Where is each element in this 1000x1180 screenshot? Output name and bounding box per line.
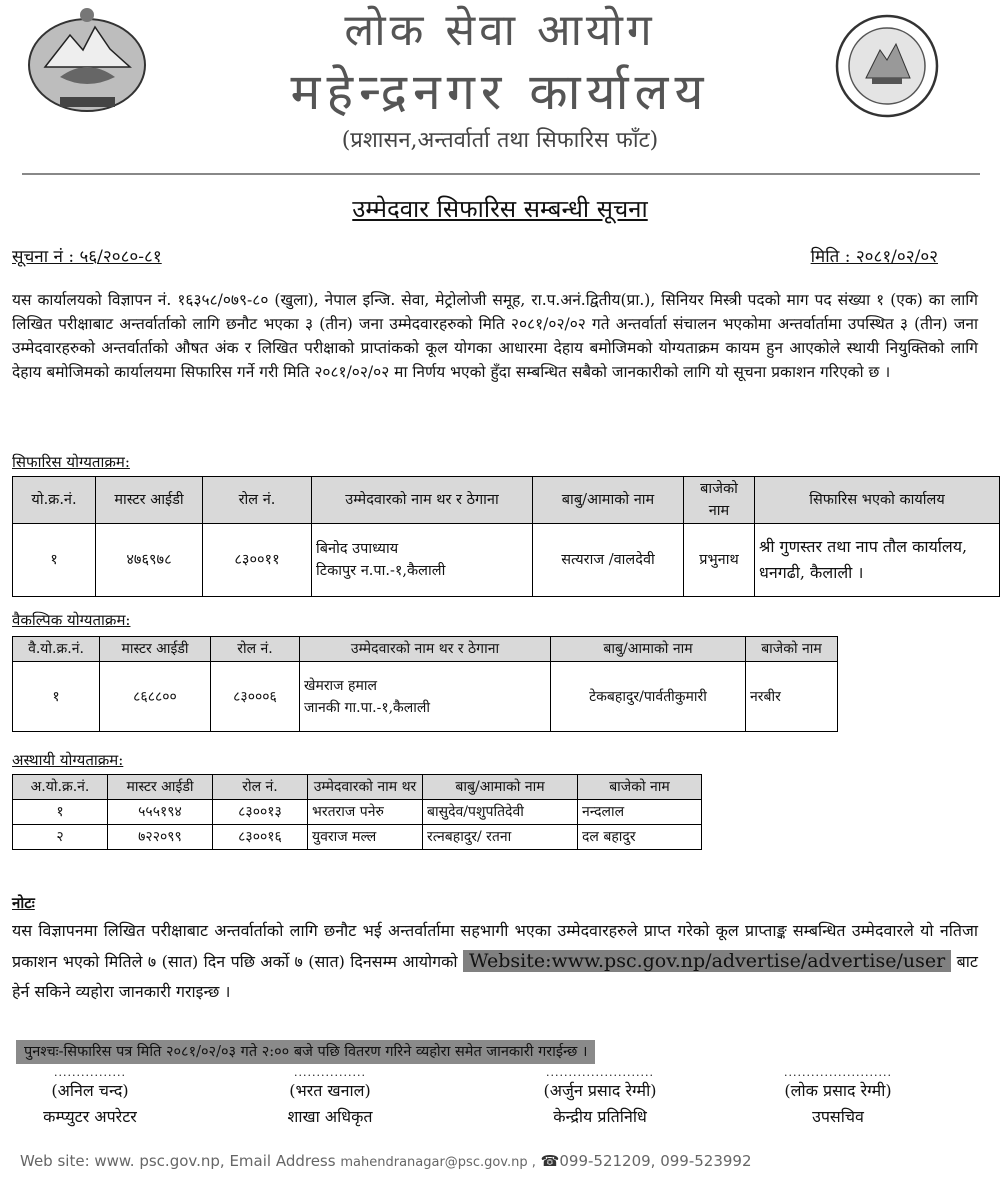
postscript: पुनश्चः-सिफारिस पत्र मिति २०८१/०२/०३ गते २:०० बजे पछि वितरण गरिने व्यहोरा समेत जानकारी गराईन्छ । — [16, 1040, 595, 1064]
signature-block — [0, 1068, 200, 1130]
master-id-cell: ४७६९७८ — [96, 524, 203, 597]
table-row — [13, 662, 838, 732]
signer-title: कम्प्युटर अपरेटर — [43, 1107, 137, 1126]
col-header: वै.यो.क्र.नं. — [13, 637, 100, 662]
alternate-table — [12, 636, 838, 732]
serial-cell: १ — [13, 524, 96, 597]
col-header: रोल नं. — [211, 637, 300, 662]
temporary-section-title: अस्थायी योग्यताक्रम: — [12, 751, 124, 769]
note-title: नोटः — [12, 894, 35, 912]
signature-line: ................ — [54, 1066, 126, 1079]
col-header: मास्टर आईडी — [100, 637, 211, 662]
phone-icon: ☎ — [540, 1152, 560, 1170]
note-text-before: यस विज्ञापनमा लिखित परीक्षाबाट अन्तर्वार्ताको लागि छनौट भई अन्तर्वार्तामा सहभागी भएका उम्मेदवारहरुले प्राप्त गरेको कूल प्राप्ताङ्क सम्बन्धित उम्मेदवारले यो नतिजा प्रकाशन भएको मितिले ७ (सात) दिन पछि अर्को ७ (सात) दिनसम्म आयोगको — [12, 921, 978, 971]
master-id-cell: ५५५१९४ — [108, 800, 213, 825]
temporary-table — [12, 774, 702, 850]
grandfather-cell: दल बहादुर — [578, 825, 702, 850]
serial-cell: १ — [13, 800, 108, 825]
col-header: यो.क्र.नं. — [13, 477, 96, 524]
office-title-line1: लोक सेवा आयोग — [344, 5, 656, 56]
col-header: बाजेको नाम — [746, 637, 838, 662]
master-id-cell: ८६८८०० — [100, 662, 211, 732]
signer-name: (लोक प्रसाद रेग्मी) — [784, 1081, 892, 1100]
serial-cell: १ — [13, 662, 100, 732]
signature-line: ........................ — [784, 1066, 892, 1079]
signature-block — [220, 1068, 440, 1130]
signature-block — [490, 1068, 710, 1130]
col-header: मास्टर आईडी — [108, 775, 213, 800]
signature-line: ........................ — [546, 1066, 654, 1079]
signer-name: (अनिल चन्द) — [51, 1081, 129, 1100]
col-header: रोल नं. — [213, 775, 308, 800]
note-text-after: बाट हेर्न सकिने व्यहोरा जानकारी गराइन्छ । — [12, 952, 978, 1001]
note-body — [12, 916, 978, 1007]
grandfather-cell: नरबीर — [746, 662, 838, 732]
grandfather-cell: नन्दलाल — [578, 800, 702, 825]
candidate-name: बिनोद उपाध्याय — [316, 541, 399, 557]
office-title-line2: महेन्द्रनगर कार्यालय — [290, 63, 710, 121]
col-header: बाजेको नाम — [684, 477, 755, 524]
footer-phone: 099-521209, 099-523992 — [559, 1152, 752, 1170]
roll-cell: ८३०००६ — [211, 662, 300, 732]
candidate-cell — [312, 524, 533, 597]
col-header: बाबु/आमाको नाम — [423, 775, 578, 800]
signer-title: केन्द्रीय प्रतिनिधि — [553, 1107, 647, 1126]
footer-website: Web site: www. psc.gov.np, Email Address — [20, 1152, 336, 1170]
col-header: मास्टर आईडी — [96, 477, 203, 524]
signer-title: शाखा अधिकृत — [287, 1107, 373, 1126]
signer-name: (भरत खनाल) — [289, 1081, 371, 1100]
psc-seal-icon — [828, 12, 946, 120]
notice-date: मिति : २०८१/०२/०२ — [810, 247, 938, 267]
grandfather-cell: प्रभुनाथ — [684, 524, 755, 597]
roll-cell: ८३००१३ — [213, 800, 308, 825]
col-header: सिफारिस भएको कार्यालय — [755, 477, 1000, 524]
candidate-cell — [300, 662, 551, 732]
website-link[interactable]: Website:www.psc.gov.np/advertise/advertise/user — [463, 950, 951, 972]
master-id-cell: ७२२०९९ — [108, 825, 213, 850]
candidate-address: जानकी गा.पा.-१,कैलाली — [304, 699, 431, 716]
parents-cell: सत्यराज /वालदेवी — [533, 524, 684, 597]
candidate-name: खेमराज हमाल — [304, 677, 377, 694]
footer — [20, 1152, 752, 1170]
signer-name: (अर्जुन प्रसाद रेग्मी) — [543, 1081, 657, 1100]
header-divider — [22, 173, 980, 175]
signer-title: उपसचिव — [812, 1107, 864, 1126]
roll-cell: ८३००१६ — [213, 825, 308, 850]
col-header: बाबु/आमाको नाम — [551, 637, 746, 662]
signature-block — [728, 1068, 948, 1130]
footer-email: mahendranagar@psc.gov.np , — [340, 1155, 536, 1170]
candidate-name: युवराज मल्ल — [308, 825, 423, 850]
table-row — [13, 825, 702, 850]
roll-cell: ८३००११ — [203, 524, 312, 597]
candidate-address: टिकापुर न.पा.-१,कैलाली — [316, 563, 446, 579]
notice-body: यस कार्यालयको विज्ञापन नं. १६३५८/०७९-८० (खुला), नेपाल इन्जि. सेवा, मेट्रोलोजी समूह, रा.प.अनं.द्वितीय(प्रा.), सिनियर मिस्त्री पदको माग पद संख्या १ (एक) का लागि लिखित परीक्षाबाट अन्तर्वार्ताको लागि छनौट भएका ३ (तीन) जना उम्मेदवारहरुको मिति २०८१/०२/०२ गते अन्तर्वार्ता संचालन भएकोमा अन्तर्वार्तामा उपस्थित ३ (तीन) जना उम्मेदवारहरुको अन्तर्वार्ताको औषत अंक र लिखित परीक्षाको प्राप्तांकको कूल योगका आधारमा देहाय बमोजिमको योग्यताक्रम कायम हुन आएकोले स्थायी नियुक्तिको लागि देहाय बमोजिमको कार्यालयमा सिफारिस गर्ने गरी मिति २०८१/०२/०२ मा निर्णय भएको हुँदा सम्बन्धित सबैको जानकारीको लागि यो सूचना प्रकाशन गरिएको छ । — [12, 291, 978, 381]
col-header: बाजेको नाम — [578, 775, 702, 800]
notice-heading: उम्मेदवार सिफारिस सम्बन्धी सूचना — [352, 195, 648, 223]
col-header: बाबु/आमाको नाम — [533, 477, 684, 524]
candidate-name: भरतराज पनेरु — [308, 800, 423, 825]
office-cell: श्री गुणस्तर तथा नाप तौल कार्यालय, धनगढी, कैलाली । — [755, 524, 1000, 597]
table-row — [13, 524, 1000, 597]
col-header: अ.यो.क्र.नं. — [13, 775, 108, 800]
col-header: उम्मेदवारको नाम थर र ठेगाना — [312, 477, 533, 524]
alternate-section-title: वैकल्पिक योग्यताक्रम: — [12, 611, 131, 629]
col-header: उम्मेदवारको नाम थर — [308, 775, 423, 800]
office-subtitle: (प्रशासन,अन्तर्वार्ता तथा सिफारिस फाँट) — [341, 128, 659, 153]
table-row — [13, 800, 702, 825]
serial-cell: २ — [13, 825, 108, 850]
parents-cell: टेकबहादुर/पार्वतीकुमारी — [551, 662, 746, 732]
parents-cell: बासुदेव/पशुपतिदेवी — [423, 800, 578, 825]
parents-cell: रत्नबहादुर/ रतना — [423, 825, 578, 850]
signature-line: ................ — [294, 1066, 366, 1079]
notice-number: सूचना नं : ५६/२०८०-८१ — [12, 247, 162, 267]
col-header: उम्मेदवारको नाम थर र ठेगाना — [300, 637, 551, 662]
col-header: रोल नं. — [203, 477, 312, 524]
recommended-table — [12, 476, 1000, 597]
recommended-section-title: सिफारिस योग्यताक्रम: — [12, 453, 130, 471]
